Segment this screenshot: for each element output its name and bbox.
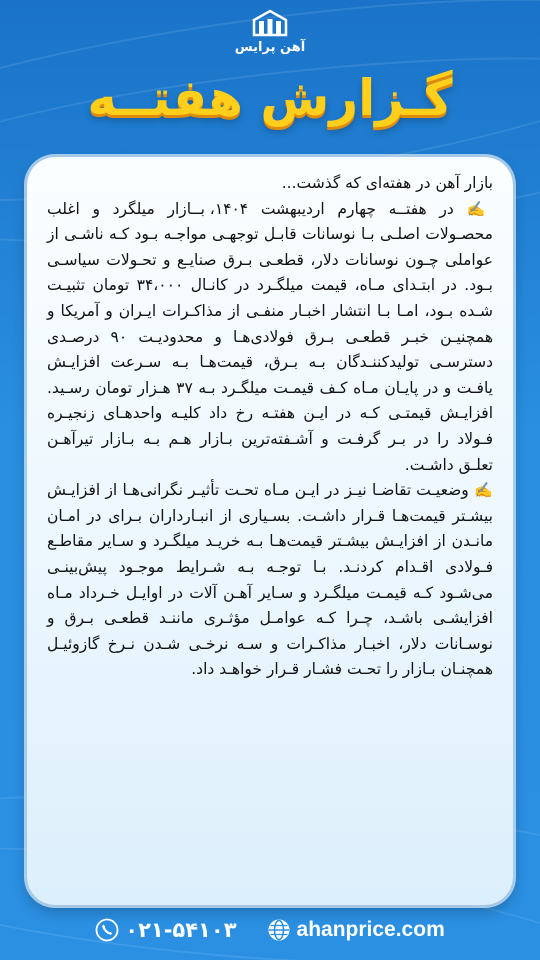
- writing-hand-icon: ✍️: [466, 199, 493, 218]
- footer: [0, 912, 540, 948]
- header: [0, 0, 540, 150]
- writing-hand-icon: ✍️: [473, 481, 493, 500]
- brand-name: آهن پرایس: [234, 40, 306, 55]
- article-body: [47, 171, 493, 683]
- globe-icon: [267, 918, 291, 942]
- website-link[interactable]: [267, 918, 445, 942]
- phone-number: ۰۲۱-۵۴۱۰۳: [125, 918, 237, 942]
- article-intro: بازار آهن در هفته‌ای که گذشت...: [281, 174, 493, 192]
- paragraph-1-text: در هفتــه چهارم اردیبهشت ۱۴۰۴، بــازار میلگرد و اغلب محصـولات اصلـی بـا نوسانات قابـل توجهـی مواجـه بـود کـه ناشـی از عواملی چـون نوسانات دلار، قطعـی بـرق صنایـع و تحـولات سیاسـی بـود. در ابتـدای مـاه، قیمت میلگـرد در کانـال ۳۴،۰۰۰ تومان تثبیـت شـده بـود، امـا بـا انتشار اخبـار منفـی از مذاکـرات ایـران و آمریکا و همچنیـن خبـر قطعـی بـرق فولادی‌هـا و محدودیـت ۹۰ درصـدی دسترسـی تولیدکننـدگان بـه بـرق، قیمت‌هـا بـه سـرعت افزایـش یافـت و در پایـان مـاه کـف قیمـت میلگـرد بـه ۳۷ هـزار تومان رسـید. افزایـش قیمتـی کـه در ایـن هفتـه رخ داد کلیـه واحدهـای زنجیـره فـولاد را در بـر گرفـت و آشـفته‌ترین بـازار هـم بـه بـازار تیرآهـن تعلـق داشـت.: [47, 199, 493, 474]
- page-title: گـزارش هفتــه: [87, 69, 453, 127]
- ahanprice-logo-icon: [250, 8, 290, 38]
- paragraph-2-text: وضعیـت تقاضـا نیـز در ایـن مـاه تحـت تأثیـر نگرانی‌هـا از افزایـش بیشـتر قیمت‌هـا قـرار داشـت. بسـیاری از انبـارداران بـرای در امـان مانـدن از افزایـش بیشـتر قیمت‌هـا بـه خریـد میلگـرد و سـایر مقاطـع فـولادی اقـدام کردنـد. بـا توجـه بـه شـرایط موجـود پیش‌بینـی می‌شـود کـه قیمـت میلگـرد و سـایر آهـن آلات در اوایـل خـرداد مـاه افزایشـی باشـد، چـرا کـه عوامـل مؤثـری ماننـد قطعـی بـرق و نوسـانات دلار، اخبـار مذاکـرات و سـه نرخـی شـدن نـرخ گازوئیـل همچنـان بـازار را تحـت فشـار قـرار خواهـد داد.: [47, 481, 493, 679]
- report-card: [27, 157, 513, 905]
- article-paragraph-1: [47, 197, 493, 479]
- phone-icon: [95, 918, 119, 942]
- website-url: ahanprice.com: [296, 918, 445, 941]
- article-paragraph-2: [47, 478, 493, 683]
- phone-contact[interactable]: [95, 918, 236, 942]
